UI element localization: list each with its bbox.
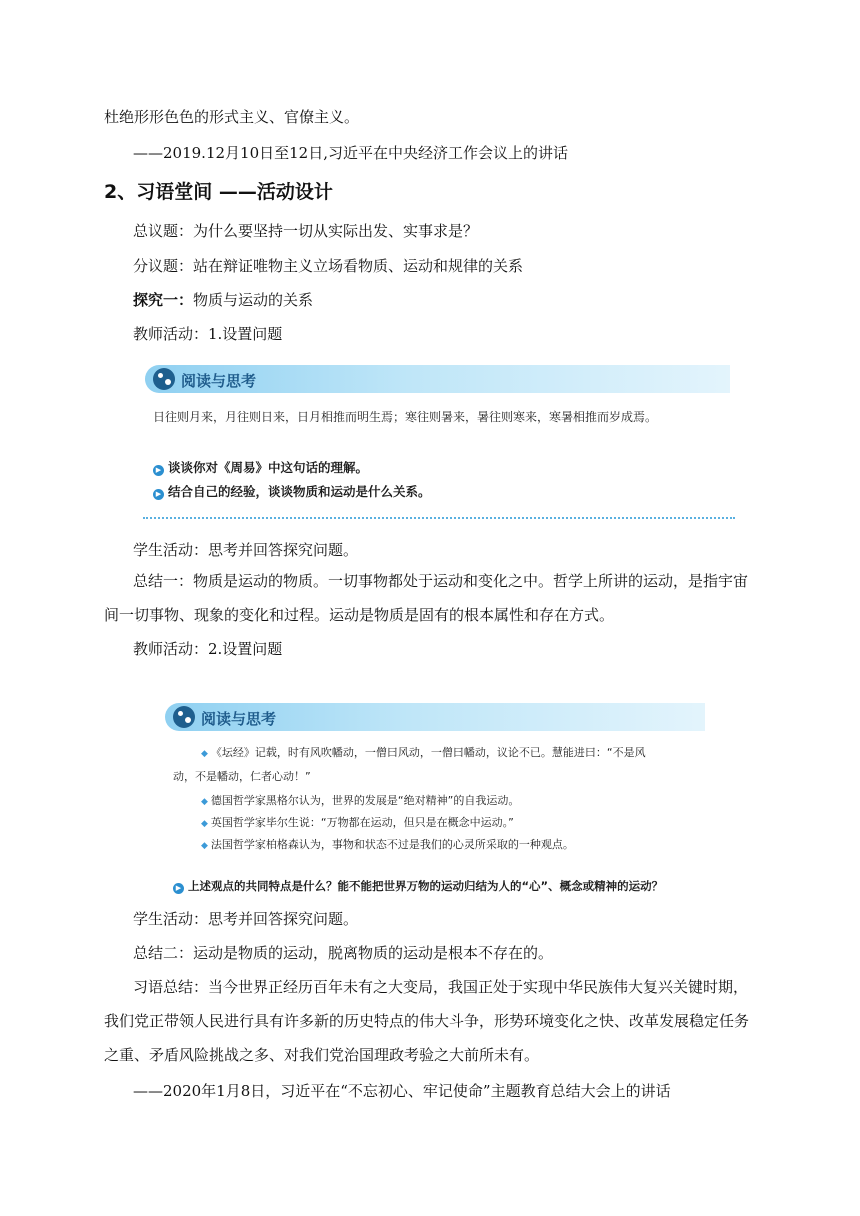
reading-box-2 bbox=[165, 703, 710, 903]
teacher-activity-1: 教师活动：1.设置问题 bbox=[133, 325, 283, 343]
arrow-bullet-icon: ▶ bbox=[153, 489, 164, 500]
reading-title: 阅读与思考 bbox=[201, 710, 277, 728]
explore-label: 探究一： bbox=[133, 291, 194, 309]
list-item: ◆ 法国哲学家柏格森认为，事物和状态不过是我们的心灵所采取的一种观点。 bbox=[201, 838, 574, 851]
diamond-bullet-icon: ◆ bbox=[201, 819, 208, 829]
reading-icon bbox=[153, 368, 175, 390]
explore-one bbox=[133, 290, 313, 310]
summary-two: 总结二：运动是物质的运动，脱离物质的运动是根本不存在的。 bbox=[133, 944, 554, 962]
student-activity-1: 学生活动：思考并回答探究问题。 bbox=[133, 541, 359, 559]
reading-box-1 bbox=[145, 365, 735, 515]
arrow-bullet-icon: ▶ bbox=[153, 465, 164, 476]
section-heading: 2、习语堂间 ——活动设计 bbox=[104, 181, 333, 203]
student-activity-2: 学生活动：思考并回答探究问题。 bbox=[133, 910, 359, 928]
dotted-divider bbox=[143, 517, 735, 519]
reading-icon bbox=[173, 706, 195, 728]
question-item: ▶ 谈谈你对《周易》中这句话的理解。 bbox=[153, 458, 368, 476]
reading-title: 阅读与思考 bbox=[181, 372, 257, 390]
explore-text: 物质与运动的关系 bbox=[193, 291, 314, 309]
reading-banner bbox=[165, 703, 705, 731]
diamond-bullet-icon: ◆ bbox=[201, 841, 208, 851]
diamond-bullet-icon: ◆ bbox=[201, 749, 208, 759]
question-item: ▶ 上述观点的共同特点是什么？能不能把世界万物的运动归结为人的“心”、概念或精神的运动？ bbox=[173, 878, 663, 894]
speech-citation: ——2020年1月8日，习近平在“不忘初心、牢记使命”主题教育总结大会上的讲话 bbox=[133, 1082, 671, 1100]
sub-topic: 分议题：站在辩证唯物主义立场看物质、运动和规律的关系 bbox=[133, 257, 524, 275]
speech-citation: ——2019.12月10日至12日,习近平在中央经济工作会议上的讲话 bbox=[133, 144, 568, 162]
teacher-activity-2: 教师活动：2.设置问题 bbox=[133, 640, 283, 658]
xi-summary: 习语总结：当今世界正经历百年未有之大变局，我国正处于实现中华民族伟大复兴关键时期，我们党正带领人民进行具有许多新的历史特点的伟大斗争，形势环境变化之快、改革发展稳定任务之重、矛盾风险挑战之多、对我们党治国理政考验之大前所未有。 bbox=[104, 978, 750, 1064]
main-topic: 总议题：为什么要坚持一切从实际出发、实事求是？ bbox=[133, 222, 479, 240]
diamond-bullet-icon: ◆ bbox=[201, 797, 208, 807]
zhouyi-quote: 日往则月来，月往则日来，日月相推而明生焉；寒往则暑来，暑往则寒来，寒暑相推而岁成焉。 bbox=[153, 410, 658, 424]
arrow-bullet-icon: ▶ bbox=[173, 883, 184, 894]
list-item: ◆ 德国哲学家黑格尔认为，世界的发展是“绝对精神”的自我运动。 bbox=[201, 794, 520, 807]
list-item-continued: 动，不是幡动，仁者心动！” bbox=[173, 770, 311, 783]
question-item: ▶ 结合自己的经验，谈谈物质和运动是什么关系。 bbox=[153, 482, 431, 500]
reading-banner bbox=[145, 365, 730, 393]
list-item: ◆ 英国哲学家毕尔生说：“万物都在运动，但只是在概念中运动。” bbox=[201, 816, 514, 829]
list-item: ◆ 《坛经》记载，时有风吹幡动，一僧曰风动，一僧曰幡动，议论不已。慧能进曰：“不是风 bbox=[201, 746, 646, 759]
text-line: 杜绝形形色色的形式主义、官僚主义。 bbox=[104, 108, 360, 126]
summary-one: 总结一：物质是运动的物质。一切事物都处于运动和变化之中。哲学上所讲的运动，是指宇宙间一切事物、现象的变化和过程。运动是物质是固有的根本属性和存在方式。 bbox=[104, 572, 749, 624]
